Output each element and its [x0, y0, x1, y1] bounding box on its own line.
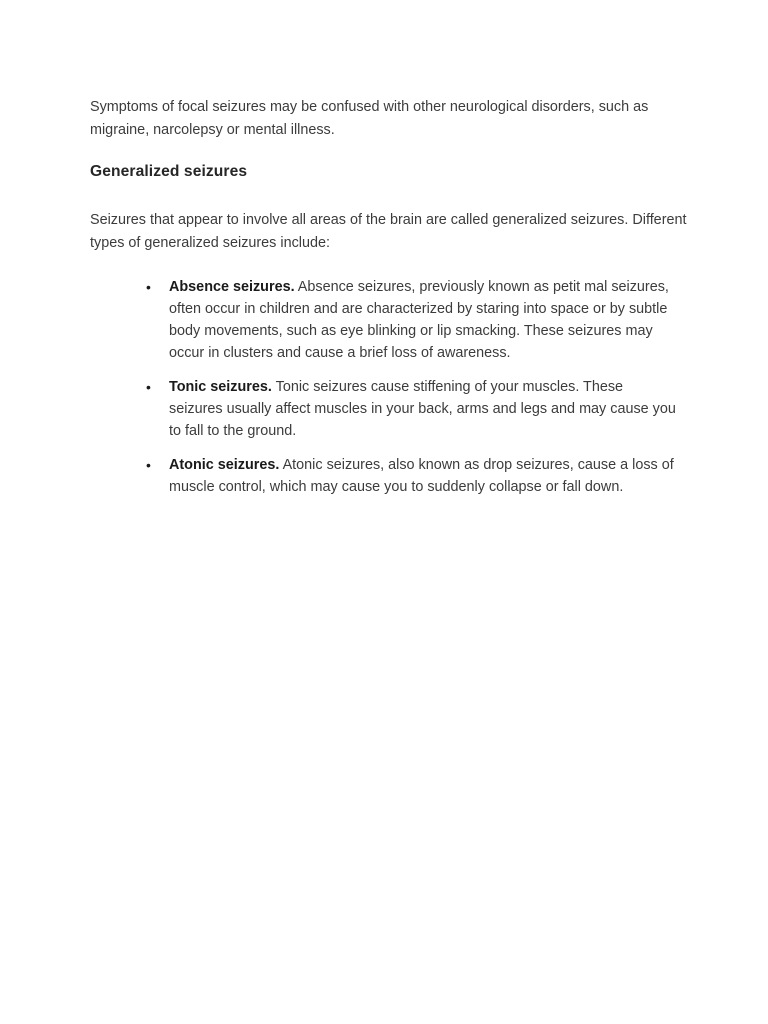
section-paragraph: Seizures that appear to involve all areas of the brain are called generalized seizures. Different types of generalized seizures include:	[90, 212, 687, 251]
list-item-text: Atonic seizures, also known as drop seizures, cause a loss of muscle control, which may cause you to suddenly collapse or fall down.	[169, 457, 674, 495]
list-item-text: Tonic seizures cause stiffening of your muscles. These seizures usually affect muscles in your back, arms and legs and may cause you to fall to the ground.	[169, 379, 676, 439]
bullet-icon: •	[146, 279, 151, 295]
bullet-icon: •	[146, 379, 151, 395]
section-heading: Generalized seizures	[90, 163, 248, 180]
seizure-types-list	[90, 276, 676, 498]
list-item-text: Absence seizures, previously known as petit mal seizures, often occur in children and are characterized by staring into space or by subtle body movements, such as eye blinking or lip smacking. These seizures may occur in clusters and cause a brief loss of awareness.	[169, 279, 669, 361]
bullet-icon: •	[146, 457, 151, 473]
list-item-term: Tonic seizures.	[169, 379, 272, 395]
list-item	[146, 454, 676, 498]
list-item-term: Absence seizures.	[169, 279, 295, 295]
document-page	[90, 96, 690, 510]
list-item	[146, 376, 676, 442]
list-item-term: Atonic seizures.	[169, 457, 280, 473]
list-item	[146, 276, 676, 364]
intro-paragraph: Symptoms of focal seizures may be confused with other neurological disorders, such as migraine, narcolepsy or mental illness.	[90, 99, 649, 138]
